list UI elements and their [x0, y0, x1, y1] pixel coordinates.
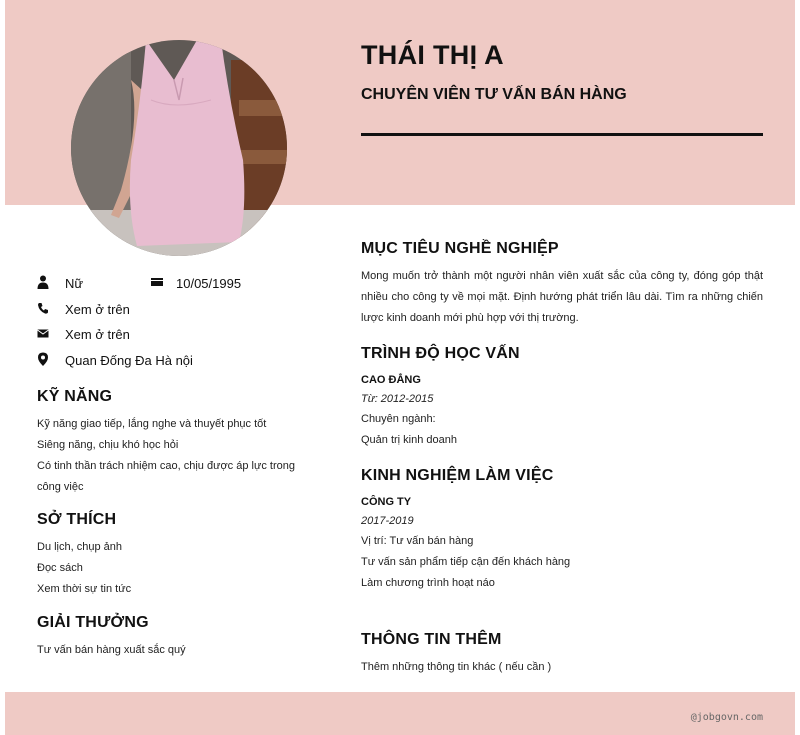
education-section [361, 345, 763, 451]
experience-period: 2017-2019 [361, 515, 414, 527]
education-heading: TRÌNH ĐỘ HỌC VẤN [361, 345, 520, 362]
contact-row-phone [37, 299, 337, 325]
skills-section [37, 388, 317, 498]
skills-heading: KỸ NĂNG [37, 388, 113, 405]
experience-section [361, 467, 763, 594]
contact-row-email [37, 324, 337, 350]
title-divider [361, 133, 763, 136]
company-name: CÔNG TY [361, 496, 412, 508]
email-value: Xem ở trên [65, 327, 130, 342]
school-name: CAO ĐẲNG [361, 374, 421, 386]
hobbies-heading: SỞ THÍCH [37, 511, 117, 528]
awards-section [37, 614, 317, 661]
birthday-value: 10/05/1995 [176, 276, 242, 291]
skill-item: công việc [37, 481, 84, 493]
watermark-text: @jobgovn.com [690, 712, 763, 723]
address-value: Quan Đống Đa Hà nội [65, 352, 193, 368]
experience-heading: KINH NGHIỆM LÀM VIỆC [361, 467, 554, 484]
extra-info-heading: THÔNG TIN THÊM [361, 631, 502, 648]
contact-row-gender [37, 273, 337, 299]
hobbies-section [37, 511, 317, 600]
gender-value: Nữ [65, 276, 84, 291]
objective-text: Mong muốn trở thành một người nhân viên xuất sắc của công ty, đóng góp thật nhiều cho công ty về mọi mặt. Định hướng phát triển lâu dài. Tìm ra những chiến lược kinh doanh mới phù hợp với thị trường. [361, 270, 763, 324]
objective-heading: MỤC TIÊU NGHỀ NGHIỆP [361, 240, 559, 257]
phone-value: Xem ở trên [65, 301, 130, 317]
extra-info-text: Thêm những thông tin khác ( nếu cần ) [361, 661, 552, 673]
hobby-item: Du lịch, chụp ảnh [37, 541, 122, 553]
extra-info-section [361, 631, 763, 678]
hobby-item: Xem thời sự tin tức [37, 583, 132, 595]
experience-item: Tư vấn sản phẩm tiếp cận đến khách hàng [361, 556, 571, 568]
user-icon [37, 275, 49, 289]
skill-item: Có tinh thần trách nhiệm cao, chịu được áp lực trong [37, 460, 295, 472]
phone-icon [37, 301, 49, 315]
candidate-name: THÁI THỊ A [361, 40, 504, 70]
mail-icon [37, 326, 49, 340]
objective-section [361, 240, 763, 329]
experience-item: Vị trí: Tư vấn bán hàng [361, 535, 474, 547]
experience-item: Làm chương trình hoạt náo [361, 577, 495, 589]
footer-band [5, 692, 795, 735]
job-title: CHUYÊN VIÊN TƯ VẤN BÁN HÀNG [361, 86, 627, 103]
contact-row-address [37, 350, 337, 376]
contact-info [37, 273, 337, 375]
award-item: Tư vấn bán hàng xuất sắc quý [37, 644, 186, 656]
skill-item: Siêng năng, chịu khó học hỏi [37, 439, 179, 451]
profile-photo [71, 40, 287, 256]
hobby-item: Đọc sách [37, 562, 83, 574]
skill-item: Kỹ năng giao tiếp, lắng nghe và thuyết phục tốt [37, 418, 267, 430]
calendar-icon [150, 275, 164, 289]
awards-heading: GIẢI THƯỞNG [37, 614, 149, 631]
major-label: Chuyên ngành: [361, 413, 436, 425]
education-period: Từ: 2012-2015 [361, 393, 434, 405]
major-value: Quản trị kinh doanh [361, 434, 458, 446]
location-icon [37, 352, 49, 366]
